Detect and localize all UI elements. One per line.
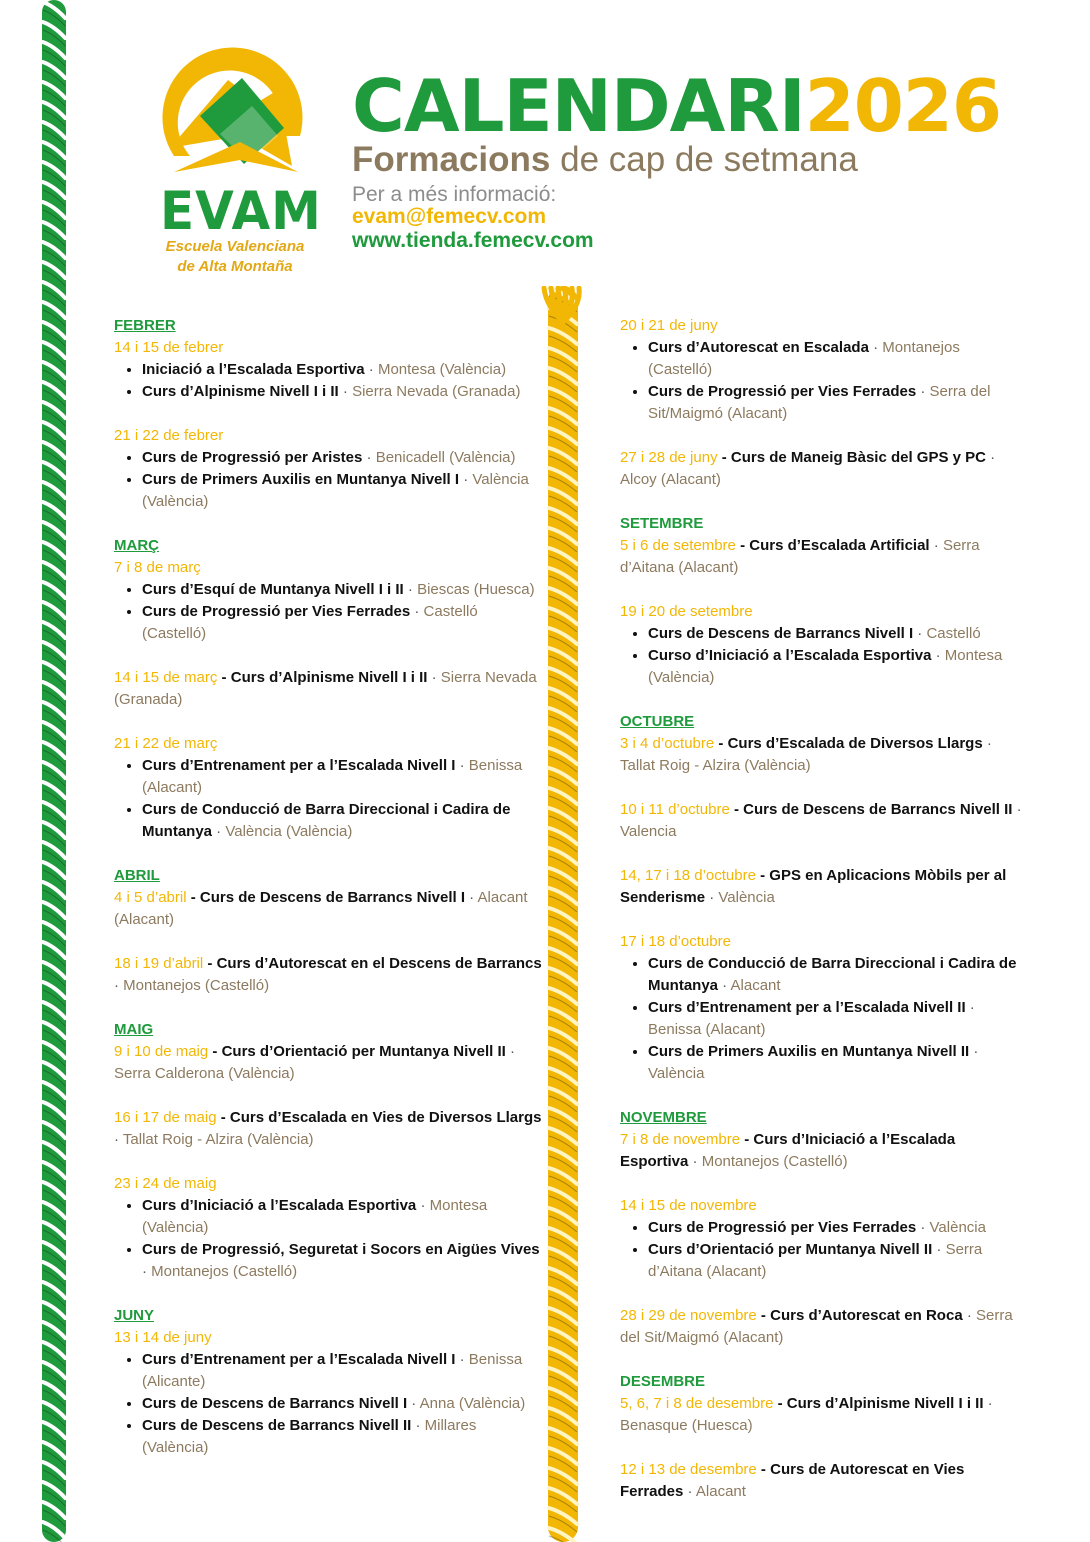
course-line — [620, 535, 1024, 579]
course-item — [648, 1239, 1024, 1283]
course-location: Alacant (Alacant) — [114, 889, 528, 928]
course-location: Serra del Sit/Maigmó (Alacant) — [620, 1307, 1013, 1346]
course-line — [114, 1041, 542, 1085]
course-list — [620, 337, 1024, 425]
page-title — [352, 66, 1001, 146]
rope-decoration-center — [538, 286, 588, 1542]
dash-separator: - — [217, 669, 231, 686]
course-item — [142, 601, 542, 645]
event-block — [620, 447, 1024, 491]
separator: · — [986, 449, 996, 466]
course-title: Curs d’Autorescat en Roca — [770, 1307, 963, 1324]
course-location: Valencia — [620, 823, 677, 840]
subtitle-rest: de cap de setmana — [550, 140, 858, 179]
info-label: Per a més informació: — [352, 183, 557, 206]
course-location: Montanejos (Castelló) — [648, 339, 960, 378]
course-location: Serra Calderona (València) — [114, 1065, 295, 1082]
separator: · — [913, 625, 927, 642]
course-list — [620, 953, 1024, 1085]
dash-separator: - — [216, 1109, 230, 1126]
event-date: 9 i 10 de maig — [114, 1043, 209, 1060]
dash-separator: - — [755, 867, 770, 884]
separator: · — [362, 449, 376, 466]
separator: · — [411, 1417, 425, 1434]
event-date: 14 i 15 de març — [114, 669, 218, 686]
course-title: Curs d’Entrenament per a l’Escalada Nivell II — [648, 999, 966, 1016]
course-location: Castelló (Castelló) — [142, 603, 478, 642]
event-date: 19 i 20 de setembre — [620, 603, 753, 620]
course-item — [142, 469, 542, 513]
course-location: Sierra Nevada (Granada) — [114, 669, 537, 708]
separator: · — [114, 1131, 123, 1148]
course-title: Curs de Progressió per Vies Ferrades — [648, 383, 917, 400]
logo-word: EVAM — [160, 180, 322, 242]
course-line — [620, 1129, 1024, 1173]
month-heading: NOVEMBRE — [620, 1109, 707, 1126]
event-date: 27 i 28 de juny — [620, 449, 718, 466]
event-date: 14 i 15 de febrer — [114, 339, 224, 356]
course-line — [620, 1459, 1024, 1503]
separator: · — [338, 383, 353, 400]
event-block — [620, 865, 1024, 909]
course-title: Curs de Autorescat en Vies Ferrades — [620, 1461, 965, 1500]
event-date: 14, 17 i 18 d’octubre — [620, 867, 756, 884]
course-item — [648, 953, 1024, 997]
course-item — [142, 1239, 542, 1283]
course-item — [142, 755, 542, 799]
course-title: Curs de Descens de Barrancs Nivell I — [199, 889, 466, 906]
course-location: València — [648, 1065, 705, 1082]
separator: · — [416, 1197, 430, 1214]
event-date: 17 i 18 d’octubre — [620, 933, 731, 950]
course-title: Curs de Conducció de Barra Direccional i Cadira de Muntanya — [648, 955, 1017, 994]
event-date: 20 i 21 de juny — [620, 317, 718, 334]
course-title: Curs d’Orientació per Muntanya Nivell II — [221, 1043, 506, 1060]
month-heading: SETEMBRE — [620, 515, 704, 532]
course-location: Anna (València) — [419, 1395, 526, 1412]
separator: · — [459, 471, 473, 488]
course-item — [648, 645, 1024, 689]
event-date: 7 i 8 de novembre — [620, 1131, 741, 1148]
course-line — [620, 799, 1024, 843]
course-line — [114, 1107, 542, 1151]
dash-separator: - — [740, 1131, 754, 1148]
separator: · — [455, 757, 469, 774]
course-title: Curs de Progressió, Seguretat i Socors en Aigües Vives — [142, 1241, 540, 1258]
separator: · — [982, 735, 992, 752]
course-list — [114, 579, 542, 645]
rope-decoration-left — [34, 0, 74, 1542]
course-list — [114, 1195, 542, 1283]
course-item — [648, 623, 1024, 645]
month-heading: MARÇ — [114, 537, 159, 554]
course-location: Tallat Roig - Alzira (València) — [620, 757, 811, 774]
event-date: 23 i 24 de maig — [114, 1175, 217, 1192]
course-title: Curs d’Autorescat en Escalada — [648, 339, 869, 356]
course-title: Curs d’Iniciació a l’Escalada Esportiva — [142, 1197, 417, 1214]
course-location: Benasque (Huesca) — [620, 1417, 753, 1434]
month-heading: FEBRER — [114, 317, 176, 334]
course-location: Alacant — [695, 1483, 746, 1500]
course-title: Curs d’Autorescat en el Descens de Barrancs — [216, 955, 542, 972]
course-title: Curs d’Alpinisme Nivell I i II — [230, 669, 428, 686]
month-heading: MAIG — [114, 1021, 154, 1038]
course-location: Millares (València) — [142, 1417, 477, 1456]
course-title: Curs d’Alpinisme Nivell I i II — [142, 383, 339, 400]
course-item — [142, 1393, 542, 1415]
separator: · — [969, 1043, 979, 1060]
event-block — [620, 1371, 1024, 1437]
calendar-column-left — [114, 315, 542, 1481]
dash-separator: - — [729, 801, 744, 818]
event-date: 5 i 6 de setembre — [620, 537, 736, 554]
subtitle — [352, 140, 858, 180]
separator: · — [688, 1153, 702, 1170]
course-item — [142, 1195, 542, 1239]
course-title: Curs de Descens de Barrancs Nivell II — [743, 801, 1013, 818]
course-title: Curs de Descens de Barrancs Nivell I — [142, 1395, 408, 1412]
course-location: València — [718, 889, 775, 906]
course-title: Curs de Maneig Bàsic del GPS y PC — [730, 449, 987, 466]
course-title: Iniciació a l’Escalada Esportiva — [142, 361, 365, 378]
course-title: GPS en Aplicacions Mòbils per al Senderisme — [620, 867, 1007, 906]
course-location: València — [929, 1219, 986, 1236]
course-location: Montanejos (Castelló) — [701, 1153, 848, 1170]
separator: · — [455, 1351, 469, 1368]
separator: · — [705, 889, 719, 906]
event-block — [620, 931, 1024, 1085]
event-block — [114, 535, 542, 645]
separator: · — [683, 1483, 696, 1500]
event-date: 13 i 14 de juny — [114, 1329, 212, 1346]
course-title: Curs de Conducció de Barra Direccional i Cadira de Muntanya — [142, 801, 511, 840]
course-line — [114, 887, 542, 931]
separator: · — [931, 647, 945, 664]
dash-separator: - — [714, 735, 728, 752]
event-block — [114, 1107, 542, 1151]
course-item — [648, 1217, 1024, 1239]
course-location: Benissa (Alacant) — [142, 757, 523, 796]
title-word: CALENDARI — [352, 64, 805, 148]
course-location: Tallat Roig - Alzira (València) — [122, 1131, 314, 1148]
course-list — [114, 447, 542, 513]
dash-separator: - — [735, 537, 750, 554]
dash-separator: - — [208, 1043, 222, 1060]
course-item — [142, 447, 542, 469]
event-date: 7 i 8 de març — [114, 559, 201, 576]
course-title: Curs d’Iniciació a l’Escalada Esportiva — [620, 1131, 956, 1170]
event-date: 10 i 11 d’octubre — [620, 801, 730, 818]
month-heading: ABRIL — [114, 867, 160, 884]
event-block — [620, 799, 1024, 843]
event-block — [620, 513, 1024, 579]
course-title: Curs de Progressió per Vies Ferrades — [648, 1219, 917, 1236]
course-title: Curs de Descens de Barrancs Nivell II — [142, 1417, 412, 1434]
course-line — [620, 1393, 1024, 1437]
separator: · — [142, 1263, 152, 1280]
course-item — [142, 1415, 542, 1459]
course-list — [114, 359, 542, 403]
course-title: Curs d’Entrenament per a l’Escalada Nivell I — [142, 1351, 456, 1368]
course-item — [142, 381, 542, 403]
event-date: 21 i 22 de març — [114, 735, 218, 752]
course-location: Alacant — [730, 977, 781, 994]
website-link[interactable]: www.tienda.femecv.com — [352, 229, 594, 252]
course-location: València (València) — [142, 471, 529, 510]
course-title: Curs d’Escalada Artificial — [749, 537, 930, 554]
event-block — [114, 1173, 542, 1283]
event-block — [114, 667, 542, 711]
separator: · — [983, 1395, 993, 1412]
separator: · — [410, 603, 424, 620]
title-year: 2026 — [804, 64, 1001, 148]
course-location: Montesa (València) — [377, 361, 507, 378]
course-title: Curs d’Esquí de Muntanya Nivell I i II — [142, 581, 404, 598]
course-list — [114, 755, 542, 843]
course-location: Benissa (Alicante) — [142, 1351, 523, 1390]
course-title: Curs de Descens de Barrancs Nivell I — [648, 625, 914, 642]
event-block — [114, 315, 542, 403]
separator: · — [407, 1395, 420, 1412]
separator: · — [916, 383, 930, 400]
event-date: 18 i 19 d’abril — [114, 955, 204, 972]
event-date: 21 i 22 de febrer — [114, 427, 224, 444]
dash-separator: - — [203, 955, 217, 972]
course-title: Curs d’Escalada en Vies de Diversos Llargs — [229, 1109, 542, 1126]
course-title: Curso d’Iniciació a l’Escalada Esportiva — [648, 647, 932, 664]
course-item — [648, 381, 1024, 425]
subtitle-bold: Formacions — [352, 140, 551, 179]
event-block — [114, 425, 542, 513]
event-block — [114, 865, 542, 931]
separator: · — [427, 669, 441, 686]
course-location: Montesa (València) — [648, 647, 1003, 686]
course-title: Curs de Progressió per Vies Ferrades — [142, 603, 411, 620]
separator: · — [962, 1307, 976, 1324]
separator: · — [868, 339, 883, 356]
course-title: Curs d’Alpinisme Nivell I i II — [786, 1395, 984, 1412]
course-location: Montanejos (Castelló) — [151, 1263, 298, 1280]
event-block — [620, 1459, 1024, 1503]
event-block — [620, 315, 1024, 425]
course-location: Montanejos (Castelló) — [123, 977, 270, 994]
course-title: Curs d’Orientació per Muntanya Nivell II — [648, 1241, 933, 1258]
course-location: Benicadell (València) — [375, 449, 516, 466]
course-title: Curs de Primers Auxilis en Muntanya Nivell I — [142, 471, 460, 488]
course-location: Serra d’Aitana (Alacant) — [648, 1241, 983, 1280]
course-list — [620, 1217, 1024, 1283]
separator: · — [1012, 801, 1022, 818]
course-item — [142, 579, 542, 601]
course-line — [114, 667, 542, 711]
event-block — [620, 1195, 1024, 1283]
course-list — [620, 623, 1024, 689]
course-item — [648, 1041, 1024, 1085]
course-location: Serra del Sit/Maigmó (Alacant) — [648, 383, 991, 422]
logo-subtitle-1: Escuela Valenciana — [165, 238, 305, 255]
course-location: Montesa (València) — [142, 1197, 488, 1236]
separator: · — [403, 581, 418, 598]
separator: · — [916, 1219, 930, 1236]
course-location: Castelló — [926, 625, 981, 642]
month-heading: DESEMBRE — [620, 1373, 706, 1390]
month-heading: OCTUBRE — [620, 713, 695, 730]
event-date: 5, 6, 7 i 8 de desembre — [620, 1395, 774, 1412]
logo-subtitle-2: de Alta Montaña — [177, 258, 293, 275]
course-item — [648, 997, 1024, 1041]
course-item — [142, 1349, 542, 1393]
course-item — [142, 799, 542, 843]
separator: · — [114, 977, 124, 994]
dash-separator: - — [717, 449, 731, 466]
separator: · — [212, 823, 226, 840]
event-block — [620, 711, 1024, 777]
calendar-column-right — [620, 315, 1024, 1525]
course-title: Curs de Primers Auxilis en Muntanya Nivell II — [648, 1043, 970, 1060]
course-line — [620, 865, 1024, 909]
event-date: 3 i 4 d’octubre — [620, 735, 715, 752]
separator: · — [965, 999, 975, 1016]
course-line — [620, 733, 1024, 777]
event-block — [114, 953, 542, 997]
event-date: 28 i 29 de novembre — [620, 1307, 757, 1324]
course-item — [648, 337, 1024, 381]
course-location: Serra d’Aitana (Alacant) — [620, 537, 980, 576]
event-date: 12 i 13 de desembre — [620, 1461, 757, 1478]
event-block — [114, 1019, 542, 1085]
separator: · — [718, 977, 731, 994]
event-date: 14 i 15 de novembre — [620, 1197, 757, 1214]
course-line — [114, 953, 542, 997]
course-location: Biescas (Huesca) — [417, 581, 535, 598]
month-heading: JUNY — [114, 1307, 155, 1324]
separator: · — [932, 1241, 946, 1258]
course-title: Curs de Progressió per Aristes — [142, 449, 363, 466]
course-line — [620, 1305, 1024, 1349]
dash-separator: - — [773, 1395, 787, 1412]
course-line — [620, 447, 1024, 491]
dash-separator: - — [756, 1307, 771, 1324]
event-date: 16 i 17 de maig — [114, 1109, 217, 1126]
dash-separator: - — [756, 1461, 771, 1478]
separator: · — [505, 1043, 515, 1060]
dash-separator: - — [186, 889, 200, 906]
course-location: Alcoy (Alacant) — [620, 471, 721, 488]
event-block — [620, 601, 1024, 689]
course-title: Curs d’Escalada de Diversos Llargs — [727, 735, 983, 752]
course-list — [114, 1349, 542, 1459]
event-block — [114, 1305, 542, 1459]
course-title: Curs d’Entrenament per a l’Escalada Nivell I — [142, 757, 456, 774]
event-block — [620, 1305, 1024, 1349]
course-item — [142, 359, 542, 381]
course-location: Sierra Nevada (Granada) — [352, 383, 521, 400]
email-link[interactable]: evam@femecv.com — [352, 205, 547, 228]
course-location: Benissa (Alacant) — [648, 1021, 766, 1038]
event-date: 4 i 5 d’abril — [114, 889, 187, 906]
event-block — [114, 733, 542, 843]
separator: · — [929, 537, 943, 554]
separator: · — [465, 889, 478, 906]
event-block — [620, 1107, 1024, 1173]
course-location: València (València) — [225, 823, 353, 840]
separator: · — [364, 361, 378, 378]
